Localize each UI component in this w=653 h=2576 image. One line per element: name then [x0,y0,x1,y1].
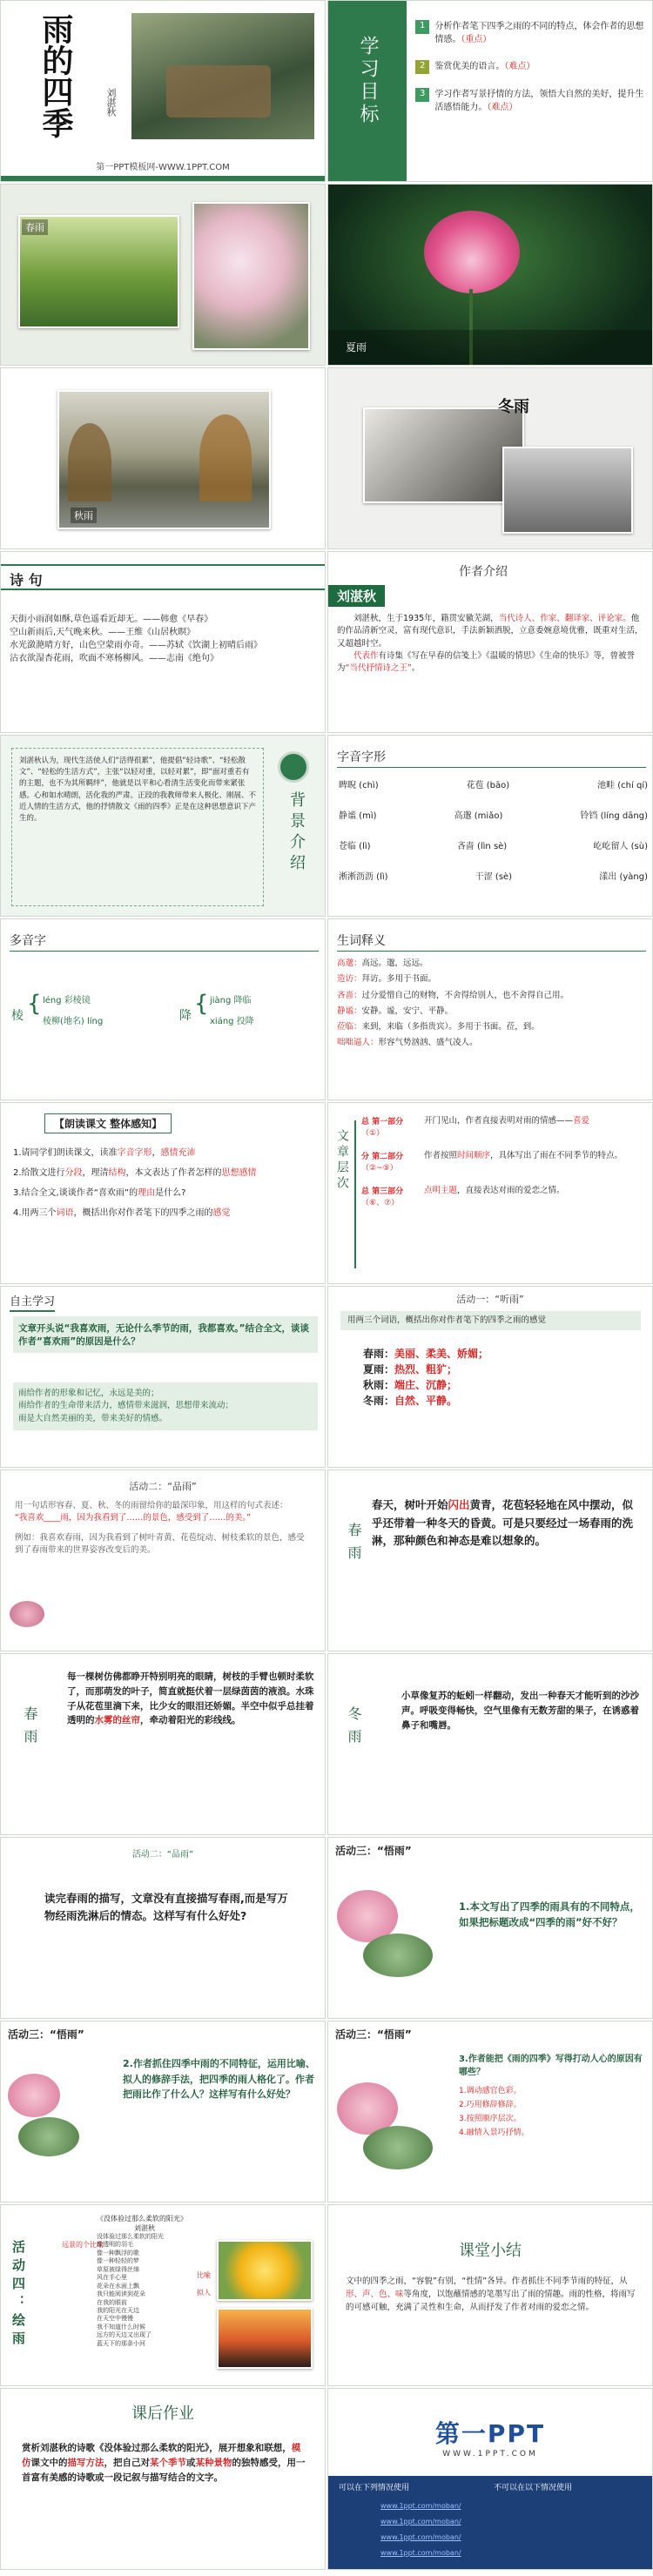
self-study-q: 文章开头说“我喜欢雨，无论什么季节的雨，我都喜欢。”结合全文，谈谈作者“喜欢雨”的原因是什么？ [13,1316,318,1353]
vocab-heading: 生词释义 [337,934,386,948]
spring-text-2-label: 春雨 [22,1706,38,1752]
goals-list [415,20,646,114]
reading-heading: 【朗读课文 整体感知】 [44,1113,172,1133]
brand-url: WWW.1PPT.COM [442,2450,538,2458]
slide-spring-text-2 [0,1653,326,1835]
goal-item: 2 鉴赏优美的语言。（难点） [415,60,646,74]
structure-label: 文章层次 [335,1129,349,1192]
slide-taste-2 [0,1837,326,2019]
spring-text-label: 春雨 [346,1523,362,1568]
background-box: 刘湛秋认为，现代生活使人们“活得很累”，他提倡“轻诗歌”、“轻松散文”、“轻松的生活方式”，主张“以轻对重，以轻对累”，即“面对重若有的主题，也不为其所羁绊”，他就是以平和心看清生活变化而带来紧张感。心和如水晴朗，活化我的严肃。正段的我教师带来人极化、刚展、不近人情的生活方式，他的抒情散文《雨的四季》正是在这种思想意识下产生的。 [11,748,264,906]
slide-vocabulary [327,918,653,1100]
draw-rain-label: 活动四：绘雨 [10,2240,26,2350]
slide-structure [327,1102,653,1284]
slide-background [0,735,326,917]
sunset-photo [217,2308,313,2369]
slide-summer-rain [327,184,653,366]
slide-pronunciation [327,735,653,917]
pron-heading: 字音字形 [337,750,386,764]
brand-logo: 第一PPT [434,2419,546,2448]
poly-char-2: 降 [179,1009,192,1023]
pron-table: 睥睨 (chì) 花苞 (bāo) 池畦 (chí qí) 静谧 (mì) 高邈 (miǎo) 铃铛 (líng dāng) 苍临 (lì) 吝啬 (lìn sè) 屹屹留人 (sù) 淅淅沥沥 (lì) 干涩 (sè) 漾出 (yàng) [339,781,648,882]
spring-label: 春雨 [22,219,48,235]
self-study-heading: 自主学习 [10,1292,55,1312]
sunflower-photo [217,2240,313,2301]
slide-homework [0,2388,326,2570]
realize-1-body: 1.本文写出了四季的雨具有的不同特点，如果把标题改成“四季的雨”好不好？ [459,1900,640,1929]
listen-heading: 活动一：“听雨” [456,1294,524,1305]
slide-winter-text [327,1653,653,1835]
title-photo [131,13,314,139]
slide-realize-1 [327,1837,653,2019]
slide-author [327,551,653,733]
winter-label: 冬雨 [498,398,529,416]
goal-item: 1 分析作者笔下四季之雨的不同的特点，体会作者的思想情感。（重点） [415,20,646,46]
slide-realize-2 [0,2021,326,2203]
slide-polyphonic: 多音字 棱 { léng 彩棱镜 棱柳(地名) líng 降 { jiàng 降临 xiáng 投降 [0,918,326,1100]
brand-link[interactable]: www.1ppt.com/moban/ [380,2502,461,2510]
structure-parts: 总 第一部分 （①） 开门见山，作者直接表明对雨的情感——喜爱 分 第二部分 （②~⑤） 作者按照时间顺序，具体写出了雨在不同季节的特点。 总 第三部分 （⑥、⑦） 点明主题，直接表达对雨的爱恋之情。 [361,1116,623,1207]
taste-body: 用一句话形容春、夏、秋、冬的雨留给你的最深印象，用这样的句式表述： “我喜欢____雨，因为我看到了……的景色，感受到了……的美。” 例如：我喜欢春雨，因为我看到了树叶青黄、花苞绽动、树枝柔软的景色，感受到了春雨带来的世界姿容改变后的美。 [15,1501,305,1555]
brand-link[interactable]: www.1ppt.com/moban/ [380,2549,461,2557]
slide-summary [327,2204,653,2386]
background-label: 背景介绍 [287,791,306,875]
homework-body: 赏析刘湛秋的诗歌《没体验过那么柔软的阳光》，展开想象和联想，模仿课文中的描写方法，把自己对某个季节或某种景物的独特感受，用一首富有美感的诗歌或一段记叙与描写结合的文字。 [22,2443,306,2483]
brand-link[interactable]: www.1ppt.com/moban/ [380,2518,461,2526]
slide-taste [0,1470,326,1651]
realize-3-heading: 活动三：“悟雨” [335,2028,412,2041]
realize-1-heading: 活动三：“悟雨” [335,1845,412,1857]
spring-text-2-body: 每一棵树仿佛都睁开特别明亮的眼睛，树枝的手臂也顿时柔软了，而那萌发的叶子，简直就挺伏着一层绿茵茵的液浪。水珠子从花苞里滴下来，比少女的眼泪还娇媚。半空中似乎总挂着透明的水雾的丝帘，牵动着阳光的彩线线。 [67,1671,314,1726]
autumn-label: 秋雨 [71,508,97,523]
slide-autumn-rain [0,367,326,549]
author-bio: 刘湛秋，生于1935年，籍贯安徽芜湖，当代诗人、作家、翻译家、评论家。他的作品清新空灵，富有现代意识，手法新颖洒脱，立意委婉意境优雅，既重对生活，又超越时空。 代表作有诗集《写在早春的信笺上》《温暖的情思》《生命的快乐》等，曾被誉为“当代抒情诗之王”。 [337,614,643,673]
listen-question: 用两三个词语，概括出你对作者笔下的四季之雨的感觉 [340,1311,641,1330]
slide-spring-rain [0,184,326,366]
slide-realize-3 [327,2021,653,2203]
taste-heading: 活动二：“品雨” [129,1481,197,1492]
listen-answers: 春雨：美丽、柔美、娇媚； 夏雨：热烈、粗犷； 秋雨：端庄、沉静； 冬雨：自然、平静。 [363,1348,489,1407]
slide-self-study [0,1286,326,1468]
taste-2-heading: 活动二：“品雨” [131,1850,194,1860]
reading-questions: 1.请同学们朗读课文，读准字音字形，感情充沛 2.给散文进行分段，理清结构，本文表达了作者怎样的思想感情 3.结合全文,谈谈作者“喜欢雨”的理由是什么? 4.用两三个词语，概括出你对作者笔下的四季之雨的感觉 [13,1148,257,1218]
summer-label: 夏雨 [346,341,367,353]
vocab-list: 高邈：高远。邈，远远。 造访：拜访。多用于书面。 吝啬：过分爱惜自己的财物，不舍得给别人，也不舍得自己用。 静谧：安静。谧，安宁、平静。 莅临：来到，来临（多指贵宾）。多用于书面。莅，到。 咄咄逼人：形容气势汹汹、盛气凌人。 [337,958,569,1048]
goals-label: 学习目标 [357,36,379,126]
poly-heading: 多音字 [10,934,46,948]
slide-brand [327,2388,653,2570]
poem-lines: 天街小雨润如酥,草色遥看近却无。——韩愈《早春》 空山新雨后,天气晚来秋。——王维《山居秋暝》 水光潋滟晴方好，山色空蒙雨亦奇。——苏轼《饮湖上初晴后雨》 沾衣欲湿杏花雨，吹面不寒杨柳风。——志南《绝句》 [10,615,262,663]
slide-title [0,0,326,182]
slide-goals [327,0,653,182]
slide-winter-rain [327,367,653,549]
winter-text-label: 冬雨 [346,1706,362,1752]
winter-text-body: 小草像复苏的蚯蚓一样翻动，发出一种春天才能听到的沙沙声。呼吸变得畅快，空气里像有无数芳甜的果子，在诱惑着鼻子和嘴唇。 [401,1691,639,1731]
lotus-flower [424,211,520,293]
winter-photo-2 [502,447,633,534]
homework-heading: 课后作业 [131,2404,194,2423]
brand-footer: 可以在下列情况使用 不可以在以下情况使用 www.1ppt.com/moban/ www.1ppt.com/moban/ www.1ppt.com/moban/ www.1ppt.com/moban/ [328,2476,652,2570]
author-name-box: 刘湛秋 [328,585,385,607]
lesson-title: 雨的四季 [37,13,74,138]
realize-2-heading: 活动三：“悟雨” [8,2028,84,2041]
summary-body: 文中的四季之雨，“容貌”有别，“性情”各异。作者抓住不同季节雨的特征，从形、声、色、味等角度，以饱蘸情感的笔墨写出了雨的情趣。雨的性格，将雨写的可感可触，充满了灵性和生命，从而抒发了作者对雨的爱恋之情。 [346,2277,636,2313]
spring-text-body: 春天，树叶开始闪出黄青，花苞轻轻地在风中摆动，似乎还带着一种冬天的昏黄。可是只要经过一场春雨的洗淋，那种颜色和神态是难以想象的。 [372,1498,634,1548]
self-study-a: 雨给作者的形象和记忆，永远是美的； 雨给作者的生命带来活力，感情带来滋润，思想带来流动； 雨是大自然美丽的美，带来美好的情感。 [13,1382,318,1430]
goal-item: 3 学习作者写景抒情的方法，领悟大自然的美好，提升生活感悟能力。（难点） [415,88,646,114]
slide-reading [0,1102,326,1284]
poem-text: 《没体验过那么柔软的阳光》 刘湛秋 没体验过那么柔软的阳光 像透明的羽毛 像一种飘浮的歌 像一种轻轻的梦 草原被绿得丝绵 风在手心里 花朵在水面上飘 我只能阅读到花朵 在我的眼前 我的阳光在天边 在天空中慢慢 我不知道什么时候 远方的天边又出现了 蓝天下的那条小河 [97,2215,187,2347]
summary-heading: 课堂小结 [459,2242,522,2260]
site-footer: 第一PPT模板网-WWW.1PPT.COM [96,163,230,172]
winter-photo-1 [363,407,524,503]
spring-photo-2 [192,202,310,350]
poly-char-1: 棱 [11,1009,24,1023]
slide-draw-rain: 活动四：绘雨 远景的个比喻 比喻 拟人 《没体验过那么柔软的阳光》 刘湛秋 没体验过那么柔软的阳光 像透明的羽毛 像一种飘浮的歌 像一种轻轻的梦 草原被绿得丝绵 风在手心里 花朵在水面上飘 我只能阅读到花朵 在我的眼前 我的阳光在天边 在天空中慢慢 我不知道什么时候 远方的天边又出现了 蓝天下的那条小河 [0,2204,326,2386]
slide-listen [327,1286,653,1468]
realize-2-body: 2.作者抓住四季中雨的不同特征，运用比喻、拟人的修辞手法，把四季的雨人格化了。作者把雨比作了什么人？这样写有什么好处？ [123,2058,315,2101]
slide-poems [0,551,326,733]
author-heading: 作者介绍 [459,565,508,579]
taste-2-body: 读完春雨的描写，文章没有直接描写春雨,而是写万物经雨洗淋后的情态。这样写有什么好处? [44,1892,288,1922]
slide-spring-text [327,1470,653,1651]
brand-link[interactable]: www.1ppt.com/moban/ [380,2533,461,2541]
poems-heading: 诗 句 [10,572,43,589]
realize-3-body: 3.作者能把《雨的四季》写得打动人心的原因有哪些？ 1.调动感官色彩。 2.巧用修辞修辞。 3.按照顺序层次。 4.融情入景巧抒情。 [459,2055,643,2137]
author-name: 刘湛秋 [105,88,117,117]
